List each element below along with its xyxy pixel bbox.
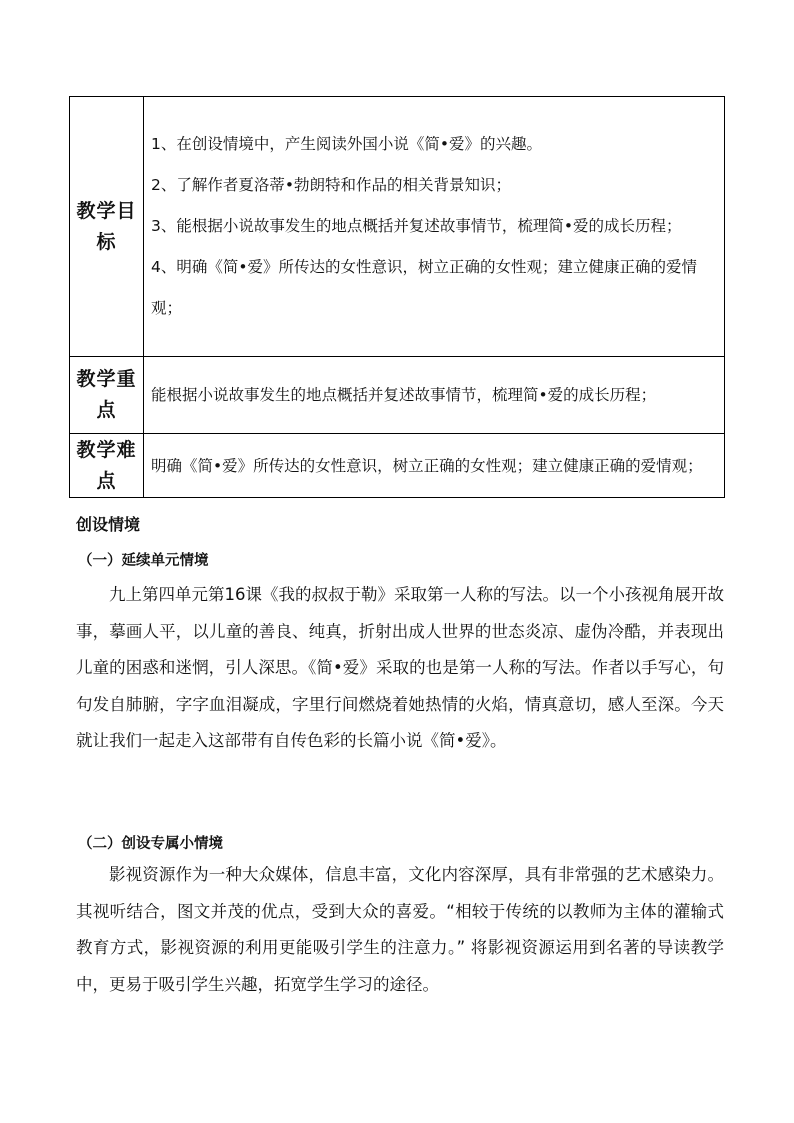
objective-item: 2、了解作者夏洛蒂•勃朗特和作品的相关背景知识；	[151, 176, 512, 194]
table-row	[70, 434, 725, 498]
body-paragraph: 影视资源作为一种大众媒体，信息丰富，文化内容深厚，具有非常强的艺术感染力。其视听结合，图文并茂的优点，受到大众的喜爱。“相较于传统的以教师为主体的灌输式教育方式，影视资源的利用更能吸引学生的注意力。” 将影视资源运用到名著的导读教学中，更易于吸引学生兴趣，拓宽学生学习的途径。	[76, 865, 724, 994]
objective-item: 1、在创设情境中，产生阅读外国小说《简•爱》的兴趣。	[151, 135, 543, 153]
teaching-objectives-table	[69, 96, 725, 498]
subsection-title: （二）创设专属小情境	[78, 836, 223, 852]
section-title: 创设情境	[76, 515, 141, 534]
difficulties-text: 明确《简•爱》所传达的女性意识，树立正确的女性观；建立健康正确的爱情观；	[144, 434, 725, 498]
table-row	[70, 97, 725, 357]
row-header-objectives: 教学目标	[70, 97, 144, 357]
body-paragraph: 九上第四单元第16课《我的叔叔于勒》采取第一人称的写法。以一个小孩视角展开故事，摹画人平，以儿童的善良、纯真，折射出成人世界的世态炎凉、虚伪冷酷，并表现出儿童的困惑和迷惘，引人深思。《简•爱》采取的也是第一人称的写法。作者以手写心，句句发自肺腑，字字血泪凝成，字里行间燃烧着她热情的火焰，情真意切，感人至深。今天就让我们一起走入这部带有自传色彩的长篇小说《简•爱》。	[76, 585, 724, 750]
objectives-list	[144, 97, 725, 357]
objective-item: 3、能根据小说故事发生的地点概括并复述故事情节，梳理简•爱的成长历程；	[151, 217, 682, 235]
row-header-key-points: 教学重点	[70, 357, 144, 434]
table-row	[70, 357, 725, 434]
objective-item: 4、明确《简•爱》所传达的女性意识，树立正确的女性观；建立健康正确的爱情观；	[151, 258, 698, 317]
subsection-title: （一）延续单元情境	[78, 553, 209, 569]
key-points-text: 能根据小说故事发生的地点概括并复述故事情节，梳理简•爱的成长历程；	[144, 357, 725, 434]
row-header-difficulties: 教学难点	[70, 434, 144, 498]
